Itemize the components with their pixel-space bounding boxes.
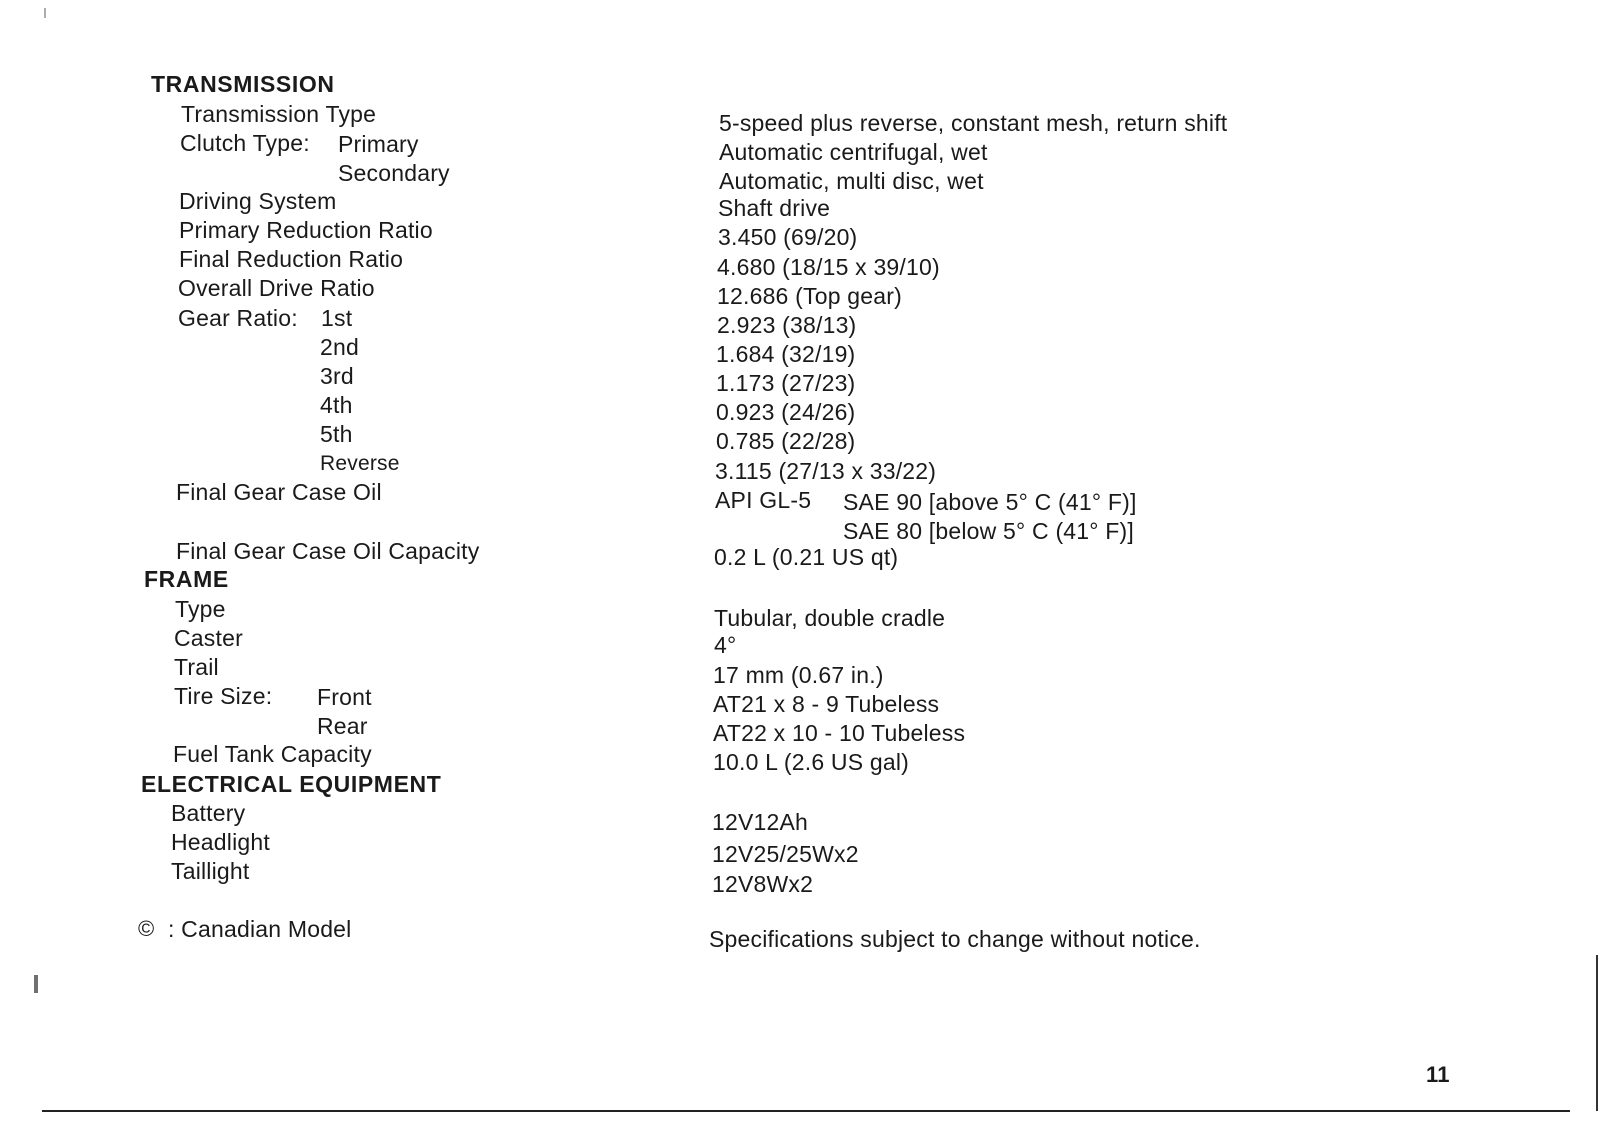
value-battery: 12V12Ah [712,809,809,835]
value-headlight: 12V25/25Wx2 [712,841,859,867]
value-gear-reverse: 3.115 (27/13 x 33/22) [715,458,937,484]
value-final-gear-oil-sae90: SAE 90 [above 5° C (41° F)] [843,489,1137,515]
value-gear-3rd: 1.173 (27/23) [716,370,856,396]
value-caster: 4° [714,632,737,658]
label-gear-2nd: 2nd [320,334,359,360]
label-transmission-type: Transmission Type [181,101,377,127]
value-gear-1st: 2.923 (38/13) [717,312,857,338]
section-heading-transmission: TRANSMISSION [151,71,335,97]
label-gear-4th: 4th [320,392,353,418]
value-tire-front: AT21 x 8 - 9 Tubeless [713,691,940,717]
value-overall-drive: 12.686 (Top gear) [717,283,902,309]
label-caster: Caster [174,625,243,651]
value-driving-system: Shaft drive [718,195,831,221]
label-frame-type: Type [175,596,226,622]
label-driving-system: Driving System [179,188,337,214]
value-primary-reduction: 3.450 (69/20) [718,224,858,250]
label-tire-size: Tire Size: [174,683,273,709]
section-heading-frame: FRAME [144,566,229,592]
section-heading-electrical: ELECTRICAL EQUIPMENT [141,771,442,797]
scan-speck [34,975,38,993]
value-trail: 17 mm (0.67 in.) [713,662,884,688]
page-right-edge [1596,955,1598,1111]
canadian-model-note: : Canadian Model [168,916,352,942]
value-fuel-tank: 10.0 L (2.6 US gal) [713,749,909,775]
label-tire-front: Front [317,684,372,710]
value-final-gear-oil-capacity: 0.2 L (0.21 US qt) [714,544,899,570]
label-gear-reverse: Reverse [320,452,400,475]
page-number: 11 [1426,1062,1450,1087]
label-clutch-primary: Primary [338,131,419,157]
label-final-gear-oil-capacity: Final Gear Case Oil Capacity [176,538,480,564]
label-final-gear-oil: Final Gear Case Oil [176,479,382,505]
value-clutch-primary: Automatic centrifugal, wet [719,139,988,165]
page-bottom-rule [42,1110,1570,1112]
scan-speck [44,8,46,18]
label-clutch-secondary: Secondary [338,160,450,186]
value-taillight: 12V8Wx2 [712,871,814,897]
value-tire-rear: AT22 x 10 - 10 Tubeless [713,720,966,746]
value-gear-4th: 0.923 (24/26) [716,399,856,425]
label-tire-rear: Rear [317,713,368,739]
specifications-notice: Specifications subject to change without notice. [709,926,1201,952]
value-frame-type: Tubular, double cradle [714,605,946,631]
value-final-reduction: 4.680 (18/15 x 39/10) [717,254,940,280]
value-gear-2nd: 1.684 (32/19) [716,341,856,367]
canadian-model-symbol: © [138,916,155,941]
label-gear-3rd: 3rd [320,363,354,389]
label-battery: Battery [171,800,246,826]
label-final-reduction: Final Reduction Ratio [179,246,404,272]
label-gear-ratio: Gear Ratio: [178,305,298,331]
label-gear-5th: 5th [320,421,353,447]
label-headlight: Headlight [171,829,270,855]
value-final-gear-oil-grade: API GL-5 [715,487,812,513]
label-fuel-tank: Fuel Tank Capacity [173,741,372,767]
value-final-gear-oil-sae80: SAE 80 [below 5° C (41° F)] [843,518,1134,544]
label-taillight: Taillight [171,858,250,884]
label-gear-1st: 1st [321,305,353,331]
value-gear-5th: 0.785 (22/28) [716,428,856,454]
label-primary-reduction: Primary Reduction Ratio [179,217,433,243]
label-trail: Trail [174,654,219,680]
value-transmission-type: 5-speed plus reverse, constant mesh, return shift [719,110,1228,136]
label-overall-drive: Overall Drive Ratio [178,275,375,301]
label-clutch-type: Clutch Type: [180,130,310,156]
value-clutch-secondary: Automatic, multi disc, wet [719,168,984,194]
